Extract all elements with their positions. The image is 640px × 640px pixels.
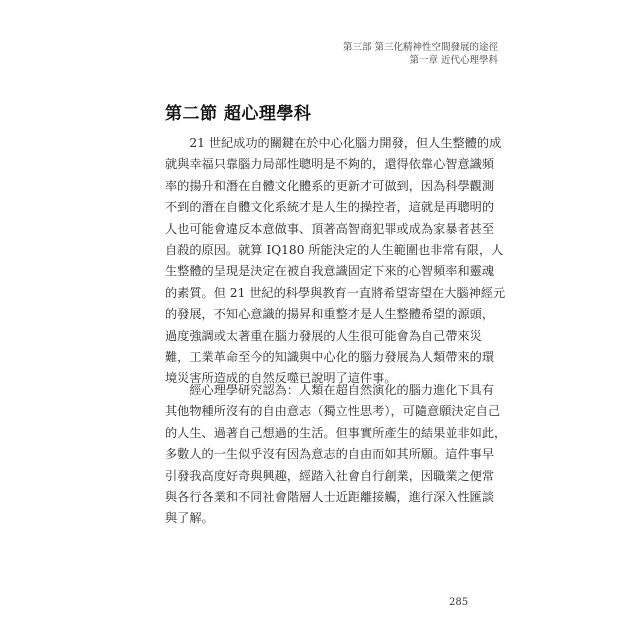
text-line: 不到的潛在自體文化系統才是人生的操控者，這就是再聰明的 (165, 200, 495, 215)
text-line: 引發我高度好奇與興趣，經踏入社會自行創業，因職業之便常 (165, 468, 495, 483)
text-line: 經心理學研究認為：人類在超自然演化的腦力進化下具有 (165, 383, 495, 397)
running-head-part: 第三部 第三化精神性空間發展的途徑 (342, 42, 498, 53)
text-line: 自殺的原因。就算 IQ180 所能決定的人生範圍也非常有限，人 (165, 242, 504, 257)
text-line: 與了解。 (165, 511, 214, 526)
text-line: 境災害所造成的自然反噬已說明了這件事。 (165, 371, 397, 386)
text-line: 過度強調或太著重在腦力發展的人生很可能會為自己帶來災 (165, 328, 482, 343)
text-line: 的發展，不知心意識的揚昇和重整才是人生整體希望的源頭， (165, 307, 495, 322)
text-line: 的素質。但 21 世紀的科學與教育一直將希望寄望在大腦神經元 (165, 285, 506, 300)
text-line: 生整體的呈現是決定在被自我意識固定下來的心智頻率和靈魂 (165, 264, 495, 279)
paragraph-2 (165, 380, 507, 530)
text-line: 人也可能會違反本意做事、頂著高智商犯罪或成為家暴者甚至 (165, 221, 495, 236)
text-line: 率的揚升和潛在自體文化體系的更新才可做到，因為科學觀測 (165, 178, 495, 193)
text-line: 的人生、過著自己想過的生活。但事實所產生的結果並非如此， (165, 425, 507, 440)
text-line: 多數人的一生似乎沒有因為意志的自由而如其所願。這件事早 (165, 447, 495, 462)
text-line: 難，工業革命至今的知識與中心化的腦力發展為人類帶來的環 (165, 349, 495, 364)
text-line: 就與幸福只靠腦力局部性聰明是不夠的，還得依靠心智意識頻 (165, 157, 495, 172)
page-number: 285 (449, 597, 469, 608)
running-head-chapter: 第一章 近代心理學科 (409, 55, 498, 66)
section-title: 第二節 超心理學科 (165, 104, 312, 124)
text-line: 與各行各業和不同社會階層人士近距離接觸，進行深入性匯談 (165, 489, 495, 504)
text-line: 21 世紀成功的關鍵在於中心化腦力開發，但人生整體的成 (165, 136, 502, 150)
text-line: 其他物種所沒有的自由意志（獨立性思考），可隨意願決定自己 (165, 404, 501, 419)
